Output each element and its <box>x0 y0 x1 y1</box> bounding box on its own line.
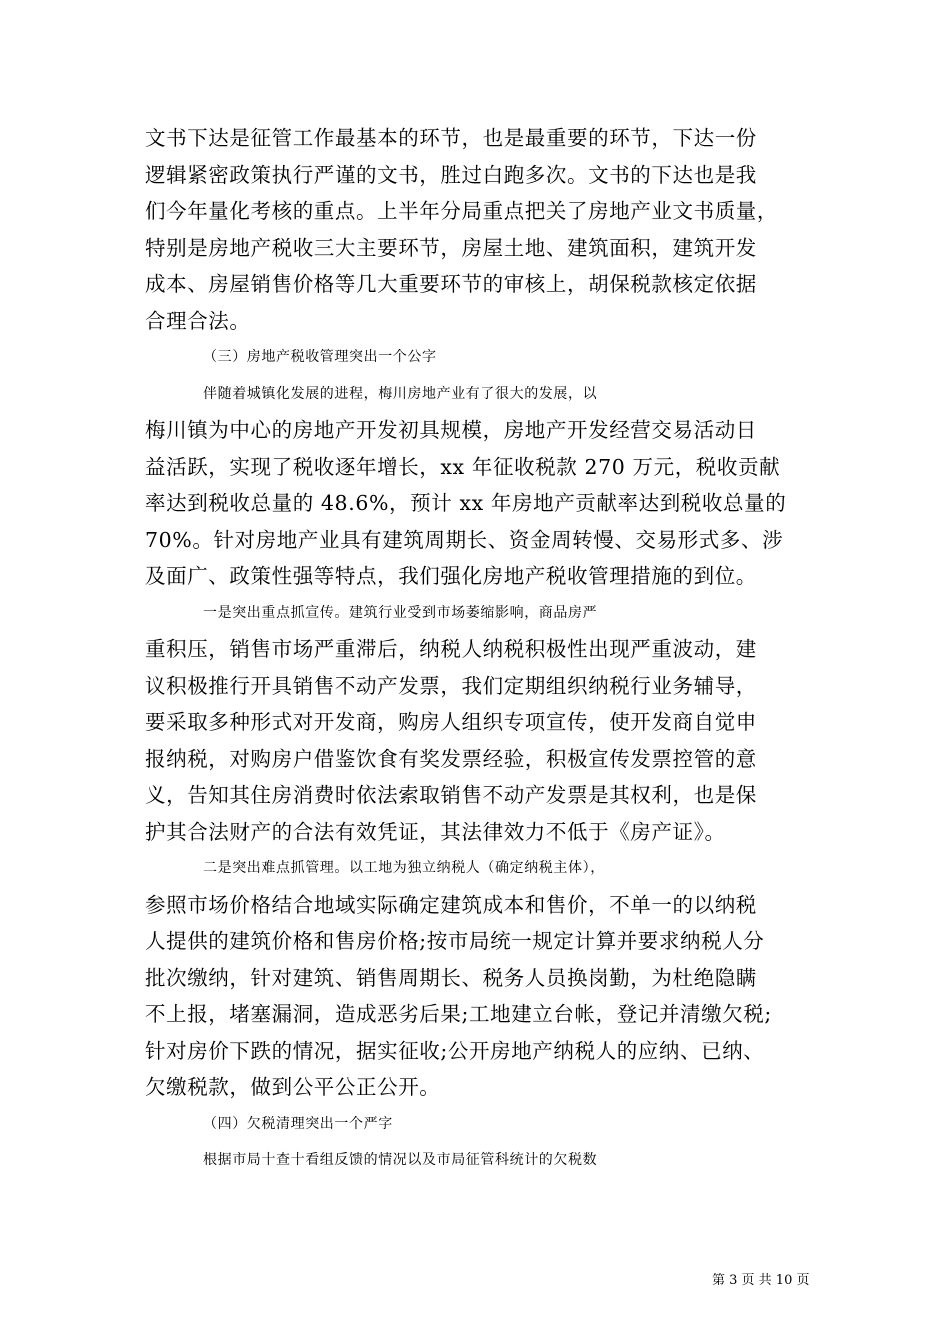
text-line: 伴随着城镇化发展的进程，梅川房地产业有了很大的发展，以 <box>203 385 598 402</box>
text-line: 益活跃，实现了税收逐年增长，xx 年征收税款 270 万元，税收贡献 <box>145 454 781 479</box>
text-line: 针对房价下跌的情况，据实征收;公开房地产纳税人的应纳、已纳、 <box>145 1038 765 1063</box>
text-line: 及面广、政策性强等特点，我们强化房地产税收管理措施的到位。 <box>145 564 757 588</box>
text-line: 逻辑紧密政策执行严谨的文书，胜过白跑多次。文书的下达也是我 <box>145 162 757 187</box>
text-line: 人提供的建筑价格和售房价格;按市局统一规定计算并要求纳税人分 <box>145 929 765 953</box>
text-line: 一是突出重点抓宣传。建筑行业受到市场萎缩影响，商品房严 <box>203 604 598 621</box>
text-line: 成本、房屋销售价格等几大重要环节的审核上，胡保税款核定依据 <box>145 272 757 296</box>
text-line: 文书下达是征管工作最基本的环节，也是最重要的环节，下达一份 <box>145 126 757 150</box>
text-line: （三）房地产税收管理突出一个公字 <box>203 349 437 365</box>
text-line: 梅川镇为中心的房地产开发初具规模，房地产开发经营交易活动日 <box>145 418 757 442</box>
text-line: 参照市场价格结合地域实际确定建筑成本和售价，不单一的以纳税 <box>145 892 757 917</box>
text-line: 报纳税，对购房户借鉴饮食有奖发票经验，积极宣传发票控管的意 <box>145 746 757 771</box>
text-line: 欠缴税款，做到公平公正公开。 <box>145 1075 441 1099</box>
text-line: 率达到税收总量的 48.6%，预计 xx 年房地产贡献率达到税收总量的 <box>145 491 787 515</box>
text-line: 合理合法。 <box>145 308 251 333</box>
text-line: 重积压，销售市场严重滞后，纳税人纳税积极性出现严重波动，建 <box>145 637 757 661</box>
text-line: 根据市局十查十看组反馈的情况以及市局征管科统计的欠税数 <box>203 1152 598 1168</box>
text-line: 义，告知其住房消费时依法索取销售不动产发票是其权利，也是保 <box>145 783 757 807</box>
text-line: 议积极推行开具销售不动产发票，我们定期组织纳税行业务辅导， <box>145 673 757 698</box>
text-line: 不上报，堵塞漏洞，造成恶劣后果;工地建立台帐，登记并清缴欠税; <box>145 1002 772 1026</box>
page-number-footer: 第 3 页 共 10 页 <box>712 1273 810 1288</box>
document-body <box>145 120 807 1179</box>
text-line: 要采取多种形式对开发商，购房人组织专项宣传，使开发商自觉申 <box>145 710 757 734</box>
text-line: 们今年量化考核的重点。上半年分局重点把关了房地产业文书质量， <box>145 199 778 223</box>
text-line: （四）欠税清理突出一个严字 <box>203 1115 393 1132</box>
text-line: 护其合法财产的合法有效凭证，其法律效力不低于《房产证》。 <box>145 819 726 844</box>
text-line: 批次缴纳，针对建筑、销售周期长、税务人员换岗勤，为杜绝隐瞒 <box>145 965 757 990</box>
text-line: 二是突出难点抓管理。以工地为独立纳税人（确定纳税主体）， <box>203 860 605 876</box>
text-line: 70%。针对房地产业具有建筑周期长、资金周转慢、交易形式多、涉 <box>145 527 784 552</box>
text-line: 特别是房地产税收三大主要环节，房屋土地、建筑面积，建筑开发 <box>145 235 757 260</box>
